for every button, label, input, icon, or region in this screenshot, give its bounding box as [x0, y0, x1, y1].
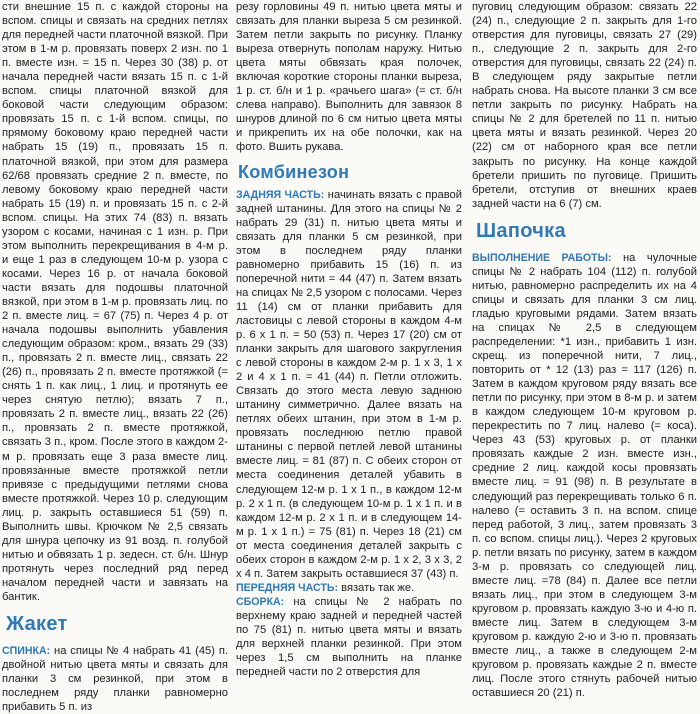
- overall-front-paragraph: [236, 581, 462, 595]
- label-front-part: ПЕРЕДНЯЯ ЧАСТЬ:: [236, 581, 339, 594]
- overall-assembly-text: на спицы № 2 набрать по верхнему краю задней и передней частей по 75 (81) п. нитью цвета мяты и вязать для верхней планки резинкой. При этом через 1,5 см выполнить на планке передней части по 2 отверстия для: [236, 595, 462, 679]
- hat-instructions-paragraph: [472, 251, 697, 701]
- section-heading-overall: Комбинезон: [238, 161, 350, 182]
- jacket-finishing-paragraph: резу горловины 49 п. нитью цвета мяты и связать для планки выреза 5 см резинкой. Затем петли закрыть по рисунку. Планку выреза отвернуть пополам наружу. Нитью цвета мяты обвязать края полочек, включая короткие стороны планки выреза, 1 р. ст. б/н и 1 р. «рачьего шага» (= ст. б/н слева направо). Выполнить для завязок 8 шнуров длиной по 6 см нитью цвета мяты и прикрепить их на обе полочки, как на фото. Вшить рукава.: [236, 1, 462, 154]
- label-back-part: ЗАДНЯЯ ЧАСТЬ:: [236, 188, 325, 201]
- overall-straps-paragraph: пуговиц следующим образом: связать 22 (24) п., следующие 2 п. закрыть для 1-го отверстия для пуговицы, связать 27 (29) п., следующие 2 п. закрыть для 2-го отверстия для пуговицы, связать 22 (24) п. В следующем ряду закрытые петли набрать снова. На высоте планки 3 см все петли закрыть по рисунку. Набрать на спицы № 2 для бретелей по 11 п. нитью цвета мяты и вязать резинкой. Через 20 (22) см от наборного края все петли закрыть по рисунку. На конце каждой бретели пришить по пуговице. Пришить бретели, отступив от внешних краев задней части на 6 (7) см.: [472, 1, 697, 210]
- label-back: СПИНКА:: [2, 645, 51, 658]
- section-heading-hat: Шапочка: [476, 219, 566, 242]
- label-work: ВЫПОЛНЕНИЕ РАБОТЫ:: [472, 251, 612, 264]
- text-column-1: [2, 0, 228, 714]
- jacket-back-text: на спицы № 4 набрать 41 (45) п. двойной нитью цвета мяты и связать для планки 3 см резинкой, при этом в последнем ряду планки равномерно прибавить 5 п. из: [2, 645, 228, 714]
- overall-back-paragraph: [236, 188, 462, 581]
- booties-instructions: сти внешние 15 п. с каждой стороны на вспом. спицы и связать на средних петлях для передней части платочной вязкой. При этом в 1-м р. провязать поверх 2 изн. по 1 п. вместе изн. = 15 п. Через 30 (38) р. от начала передней части вязать 15 п. с 1-й вспом. спицы платочной вязкой для боковой части следующим образом: провязать 15 п. с 1-й вспом. спицы, по прямому боковому краю передней части набрать 15 (19) п., провязать 15 п. платочной вязкой, при этом для размера 62/68 провязать средние 2 п. вместе, по левому боковому краю передней части набрать 15 (19) п. и провязать 15 п. с 2-й вспом. спицы. На этих 74 (83) п. вязать узором с косами, начиная с 1 изн. р. При этом выполнить перекрещивания в 4-м р. и еще 1 раз в следующем 10-м р. узора с косами. Через 16 р. от начала боковой части вязать для подошвы платочной вязкой, при этом в 1-м р. провязать лиц. по 2 п. вместе лиц. = 67 (75) п. Через 4 р. от начала подошвы выполнить убавления следующим образом: кром., вязать 29 (33) п., провязать 2 п. вместе лиц., связать 22 (26) п., провязать 2 п. вместе протяжкой (= снять 1 п. как лиц., 1 лиц. и протянуть ее через снятую петлю); вязать 7 п., провязать 2 п. вместе лиц., вязать 22 (26) п., провязать 2 п. вместе протяжкой, связать 3 п., кром. После этого в каждом 2-м р. провязать еще 3 раза вместе лиц. провязанные вместе протяжкой петли привязе с предыдущими петлями снова вместе протяжкой. Через 10 р. следующим лиц. р. закрыть оставшиеся 51 (59) п. Выполнить швы. Крючком № 2,5 связать для шнура цепочку из 91 возд. п. голубой нитью и обвязать 1 р. зедесн. ст. б/н. Шнур протянуть через последний ряд перед началом передней части и завязать на бантик.: [2, 1, 228, 603]
- overall-back-text: начинать вязать с правой задней штанины. Для этого на спицы № 2 набрать 29 (31) п. нитью цвета мяты и связать для планки 5 см резинкой, при этом в последнем ряду планки равномерно прибавить 15 (16) п. из поперечной нити = 44 (47) п. Затем вязать на спицах № 2,5 узором с полосами. Через 11 (14) см от планки прибавить для ластовицы с левой стороны в каждом 4-м р. 6 х 1 п. = 50 (53) п. Через 17 (20) см от планки закрыть для шагового закругления с левой стороны в каждом 2-м р. 1 х 3, 1 х 2 и 4 х 1 п. = 41 (44) п. Петли отложить. Связать до этого места левую заднюю штанину симметрично. Далее вязать на петлях обеих штанин, при этом в 1-м р. провязать последнюю петлю правой штанины с первой петлей левой штанины вместе лиц. = 81 (87) п. С обеих сторон от места соединения деталей убавить в следующем 12-м р. 1 х 1 п., в каждом 12-м р. 2 х 1 п. (в следующем 10-м р. 1 х 1 п. и в каждом 12-м р. 2 х 1 п. и в следующем 14-м р. 1 х 1 п.) = 75 (81) п. Через 18 (21) см от места соединения деталей закрыть с обеих сторон в каждом 2-м р. 1 х 2, 3 х 3, 2 х 4 п. Затем закрыть оставшиеся 37 (43) п.: [236, 188, 462, 580]
- section-heading-jacket: Жакет: [6, 613, 68, 636]
- text-column-3: [472, 0, 697, 700]
- text-column-2: [236, 0, 462, 679]
- jacket-back-paragraph: [2, 644, 228, 714]
- overall-front-text: вязать так же.: [338, 581, 415, 594]
- label-assembly: СБОРКА:: [236, 595, 285, 608]
- overall-assembly-paragraph: [236, 595, 462, 679]
- hat-instructions-text: на чулочные спицы № 2 набрать 104 (112) п. голубой нитью, равномерно распределить их на 4 спицы и связать для планки 3 см лиц. гладью круговыми рядами. Затем вязать на спицах № 2,5 в следующем распределении: *1 изн., прибавить 1 изн. скрещ. из поперечной нити, 7 лиц., повторить от * 12 (13) раз = 117 (126) п. Затем в каждом круговом ряду вязать все петли по рисунку, при этом в 8-м р. и затем в каждом следующем 10-м круговом р. перекрестить по 7 лиц. налево (= коса). Через 43 (53) круговых р. от планки провязать каждые 2 изн. вместе изн., средние 2 лиц. каждой косы провязать вместе лиц. = 91 (98) п. В результате в следующий раз перекрещивать только 6 п. налево (= оставить 3 п. на вспом. спице перед работой, 3 лиц., затем провязать 3 п. со вспом. спицы лиц.). Через 2 круговых р. петли вязать по рисунку, затем в каждом 3-м р. провязать со следующей лиц. вместе лиц. =78 (84) п. Далее все петли вязать лиц., при этом в следующем 3-м круговом р. провязать каждую 3-ю и 4-ю п. вместе лиц. Затем в следующем 3-м круговом р. каждую 2-ю и 3-ю п. провязать вместе лиц., а также в следующем 2-м круговом р. провязать каждые 2 п. вместе лиц. После этого стянуть рабочей нитью оставшиеся 20 (21) п.: [472, 251, 697, 700]
